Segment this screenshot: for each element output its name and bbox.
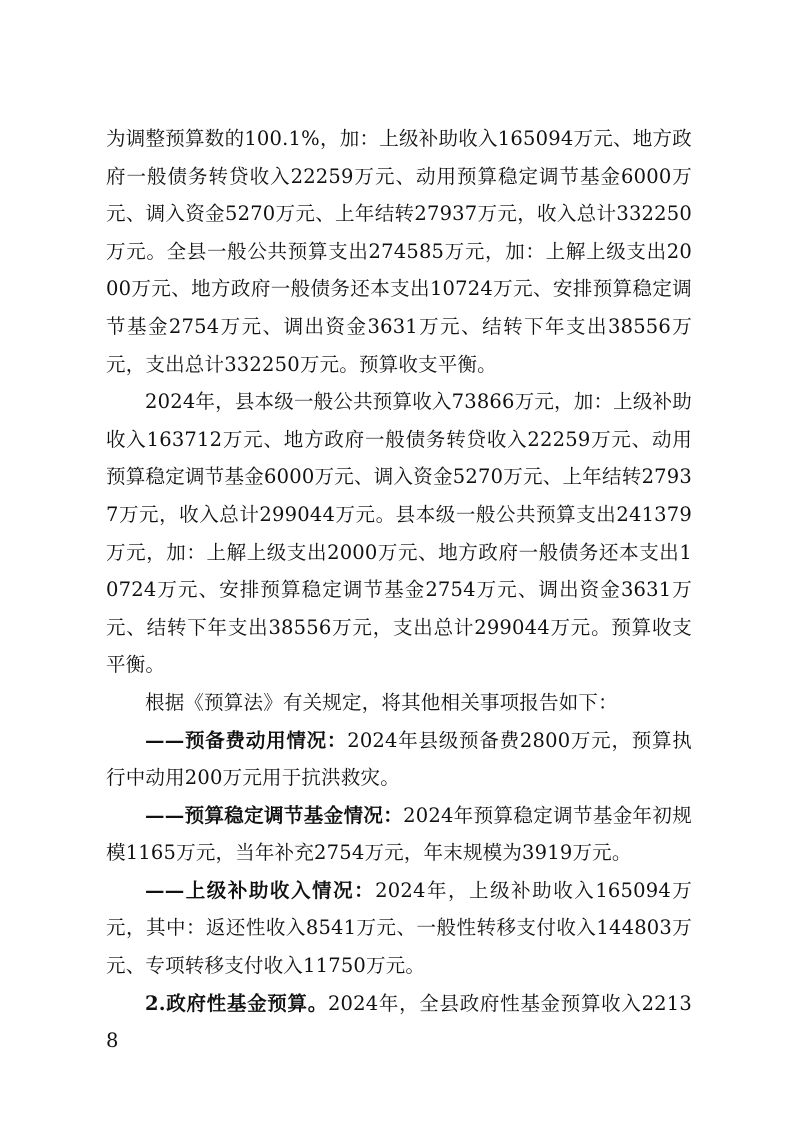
- item-heading: ——预算稳定调节基金情况：: [145, 803, 404, 827]
- item-higher-level-subsidy: [106, 872, 692, 985]
- section-text: 2024年，全县政府性基金预算收入22138: [106, 991, 693, 1053]
- item-text: 2024年县级预备费2800万元，预算执行中动用200万元用于抗洪救灾。: [106, 728, 692, 790]
- paragraph-county-summary: 为调整预算数的100.1%，加：上级补助收入165094万元、地方政府一般债务转贷收入22259万元、动用预算稳定调节基金6000万元、调入资金5270万元、上年结转27937万元，收入总计332250万元。全县一般公共预算支出274585万元，加：上解上级支出2000万元、地方政府一般债务还本支出10724万元、安排预算稳定调节基金2754万元、调出资金3631万元、结转下年支出38556万元，支出总计332250万元。预算收支平衡。: [106, 127, 692, 376]
- item-heading: ——上级补助收入情况：: [145, 878, 376, 902]
- item-heading: ——预备费动用情况：: [145, 728, 348, 752]
- paragraph-intro-other-items: 根据《预算法》有关规定，将其他相关事项报告如下：: [145, 690, 618, 714]
- item-text: 2024年，上级补助收入165094万元，其中：返还性收入8541万元、一般性转移支付收入144803万元、专项转移支付收入11750万元。: [106, 878, 692, 978]
- document-body: [106, 120, 692, 1060]
- paragraph-county-level: 2024年，县本级一般公共预算收入73866万元，加：上级补助收入163712万元、地方政府一般债务转贷收入22259万元、动用预算稳定调节基金6000万元、调入资金5270万元、上年结转27937万元，收入总计299044万元。县本级一般公共预算支出241379万元，加：上解上级支出2000万元、地方政府一般债务还本支出10724万元、安排预算稳定调节基金2754万元、调出资金3631万元、结转下年支出38556万元，支出总计299044万元。预算收支平衡。: [106, 390, 692, 677]
- item-stabilization-fund: [106, 797, 692, 872]
- item-reserve-fund: [106, 722, 692, 797]
- section-heading: 2.政府性基金预算。: [145, 991, 328, 1015]
- item-text: 2024年预算稳定调节基金年初规模1165万元，当年补充2754万元，年末规模为3919万元。: [106, 803, 692, 865]
- section-government-fund-budget: [106, 985, 692, 1060]
